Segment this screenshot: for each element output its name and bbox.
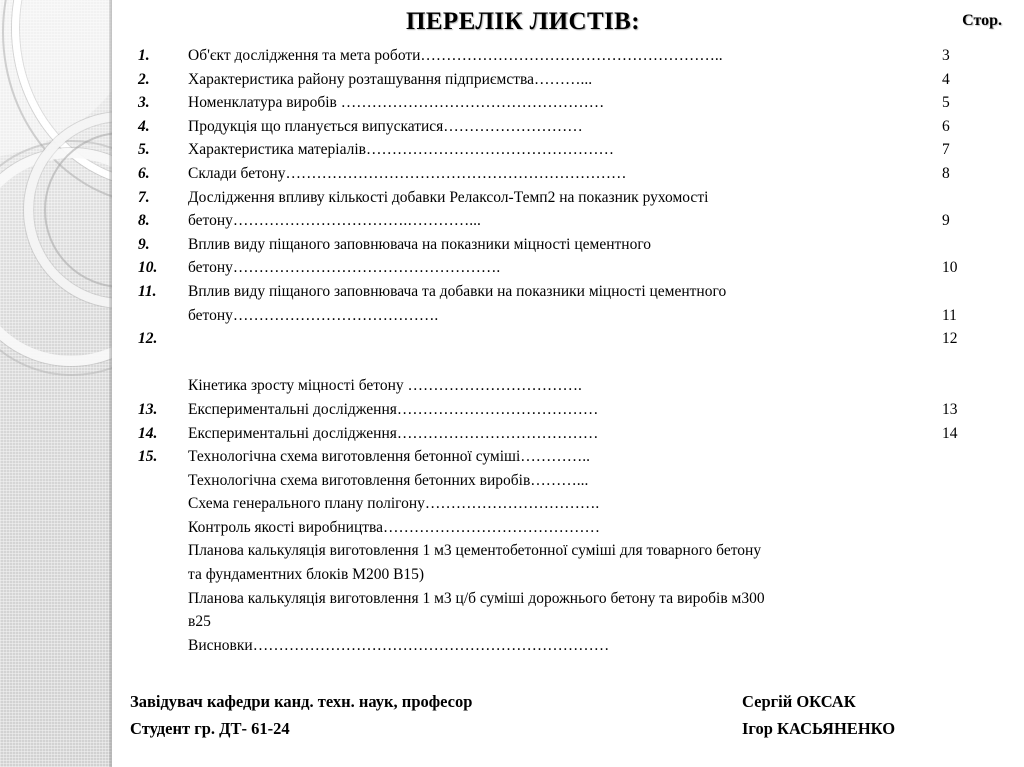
toc-row [112, 186, 1024, 210]
toc-row [112, 233, 1024, 257]
toc-item-title: Вплив виду піщаного заповнювача та добавки на показники міцності цементного [188, 282, 727, 300]
toc-item-title: бетону…………………………………. [188, 306, 439, 324]
signature-row [112, 688, 1024, 715]
page-title: ПЕРЕЛІК ЛИСТІВ: [405, 8, 640, 35]
toc-item-title: Номенклатура виробів …………………………………………… [188, 94, 605, 112]
toc-item-page-number: 8 [942, 164, 950, 182]
toc-row [112, 44, 1024, 68]
toc-item-title: Планова калькуляція виготовлення 1 м3 ц/б суміші дорожнього бетону та виробів м300 [188, 589, 765, 607]
toc-item-title: Об'єкт дослідження та мета роботи………………………………………………….. [188, 47, 723, 64]
toc-item-title: Дослідження впливу кількості добавки Релаксол-Темп2 на показник рухомості [188, 188, 709, 206]
toc-row [112, 563, 1024, 587]
pages-column-header: Стор. [962, 12, 1002, 29]
toc-row [112, 610, 1024, 634]
toc-row [112, 304, 1024, 328]
slide-header [112, 8, 1024, 42]
toc-row [112, 422, 1024, 446]
contents-list [112, 44, 1024, 657]
toc-item-title: бетону…………………………….…………... [188, 212, 481, 230]
toc-item-title: Технологічна схема виготовлення бетонної суміші………….. [188, 448, 591, 466]
toc-row [112, 280, 1024, 304]
toc-item-title: Технологічна схема виготовлення бетонних виробів………... [188, 471, 589, 489]
signature-name: Ігор КАСЬЯНЕНКО [742, 719, 896, 738]
toc-item-page-number: 13 [942, 400, 958, 418]
toc-item-number: 3. [138, 94, 150, 112]
toc-item-title: Характеристика району розташування підприємства………... [188, 70, 593, 88]
toc-item-number: 1. [138, 47, 150, 64]
signature-role: Завідувач кафедри канд. техн. наук, професор [130, 692, 473, 711]
toc-item-title: бетону……………………………………………. [188, 259, 501, 277]
toc-row [112, 351, 1024, 375]
toc-item-page-number: 9 [942, 212, 950, 230]
toc-item-page-number: 5 [942, 94, 950, 112]
toc-row [112, 327, 1024, 351]
toc-item-number: 14. [138, 424, 158, 442]
toc-row [112, 445, 1024, 469]
toc-item-number: 7. [138, 188, 150, 206]
toc-row [112, 91, 1024, 115]
toc-row [112, 398, 1024, 422]
signature-name: Сергій ОКСАК [742, 692, 856, 711]
toc-item-page-number: 11 [942, 306, 957, 324]
toc-row [112, 115, 1024, 139]
toc-item-title: Вплив виду піщаного заповнювача на показники міцності цементного [188, 235, 652, 253]
toc-item-page-number: 3 [942, 47, 950, 64]
signature-block [112, 688, 1024, 742]
toc-item-page-number: 7 [942, 141, 950, 159]
toc-item-number: 8. [138, 212, 150, 230]
toc-item-number: 6. [138, 164, 150, 182]
toc-item-title: Експериментальні дослідження………………………………… [188, 400, 599, 418]
toc-item-number: 15. [138, 448, 158, 466]
signature-role: Студент гр. ДТ- 61-24 [130, 719, 290, 738]
toc-item-number: 13. [138, 400, 158, 418]
toc-item-title: Кінетика зросту міцності бетону ……………………………. [188, 377, 582, 395]
toc-row [112, 539, 1024, 563]
toc-item-page-number: 14 [942, 424, 958, 442]
toc-item-page-number: 12 [942, 330, 958, 348]
toc-item-page-number: 10 [942, 259, 958, 277]
toc-item-number: 5. [138, 141, 150, 159]
toc-row [112, 634, 1024, 658]
toc-item-number: 12. [138, 330, 158, 348]
toc-item-title: Висновки…………………………………………………………… [188, 636, 610, 654]
toc-item-title: Планова калькуляція виготовлення 1 м3 цементобетонної суміші для товарного бетону [188, 542, 762, 560]
toc-item-number: 9. [138, 235, 150, 253]
toc-item-number: 10. [138, 259, 158, 277]
toc-item-title: Характеристика матеріалів………………………………………… [188, 141, 614, 159]
toc-row [112, 138, 1024, 162]
toc-row [112, 587, 1024, 611]
toc-row [112, 374, 1024, 398]
slide-decoration-band [0, 0, 112, 767]
toc-item-title: в25 [188, 613, 211, 631]
toc-row [112, 256, 1024, 280]
toc-row [112, 516, 1024, 540]
toc-item-number: 2. [138, 70, 150, 88]
toc-row [112, 68, 1024, 92]
toc-row [112, 162, 1024, 186]
toc-row [112, 209, 1024, 233]
toc-item-title: Склади бетону………………………………………………………… [188, 164, 627, 182]
signature-row [112, 715, 1024, 742]
toc-item-number: 11. [138, 282, 157, 300]
toc-item-number: 4. [138, 117, 150, 135]
toc-row [112, 469, 1024, 493]
toc-item-page-number: 6 [942, 117, 950, 135]
toc-item-title: Контроль якості виробництва…………………………………… [188, 518, 601, 536]
toc-item-title: Схема генерального плану полігону……………………………. [188, 495, 600, 513]
toc-row [112, 492, 1024, 516]
toc-item-title: Продукція що планується випускатися……………………… [188, 117, 583, 135]
toc-item-title: Експериментальні дослідження………………………………… [188, 424, 599, 442]
toc-item-title: та фундаментних блоків М200 В15) [188, 566, 425, 584]
toc-item-page-number: 4 [942, 70, 950, 88]
